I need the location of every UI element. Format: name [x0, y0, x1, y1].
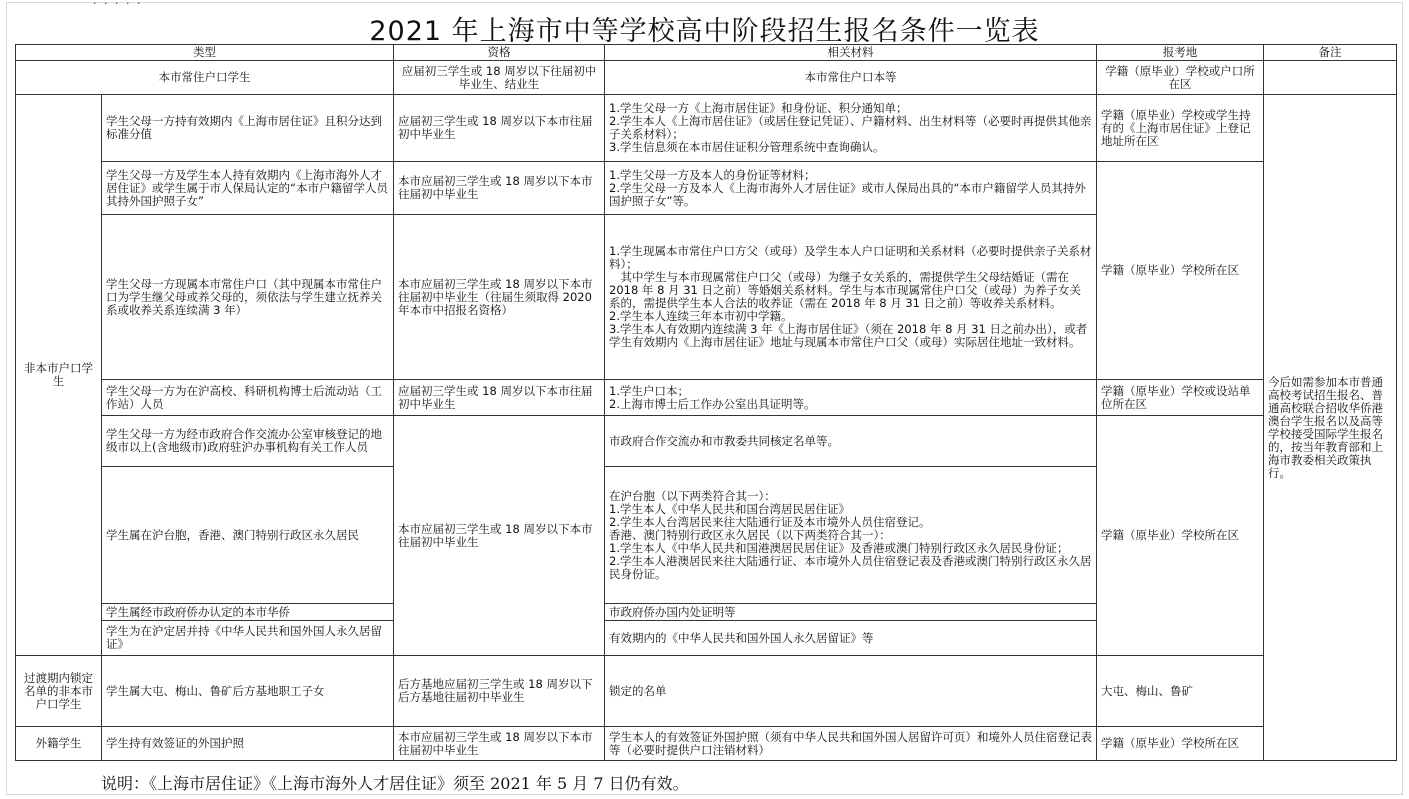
nonlocal-qual-2: 本市应届初三学生或 18 周岁以下本市往届初中毕业生: [394, 162, 605, 215]
requirements-table: [15, 44, 1397, 761]
nonlocal-material-8: [605, 621, 1097, 656]
nonlocal-material-6: [605, 467, 1097, 604]
table-row-local: [16, 61, 1397, 95]
nonlocal-cond-6: 学生属在沪台胞，香港、澳门特别行政区永久居民: [102, 467, 394, 604]
material-line: 2.学生本人连续三年本市初中学籍。: [609, 309, 793, 323]
nonlocal-cond-8: 学生为在沪定居并持《中华人民共和国外国人永久居留证》: [102, 621, 394, 656]
material-line: 市政府侨办国内处证明等: [609, 604, 736, 619]
material-line: 1.学生现属本市常住户口方父（或母）及学生本人户口证明和关系材料（必要时提供亲子关系材料）；: [609, 244, 1092, 271]
transition-qual: 后方基地应届初三学生或 18 周岁以下后方基地往届初中毕业生: [394, 656, 605, 727]
header-mark: · · · · ·: [93, 0, 143, 10]
material-line: 1.学生本人《中华人民共和国港澳居民居住证》及香港或澳门特别行政区永久居民身份证；: [609, 540, 1069, 555]
table-row: [16, 95, 1397, 162]
table-row: [16, 380, 1397, 416]
nonlocal-material-1: [605, 95, 1097, 162]
nonlocal-place-1: 学籍（原毕业）学校或学生持有的《上海市居住证》上登记地址所在区: [1097, 95, 1264, 162]
nonlocal-cond-2: 学生父母一方及学生本人持有效期内《上海市海外人才居住证》或学生属于市人保局认定的“本市户籍留学人员其持外国护照子女”: [102, 162, 394, 215]
nonlocal-shared-qual: 本市应届初三学生或 18 周岁以下本市往届初中毕业生: [394, 416, 605, 656]
material-line: 1.学生父母一方及本人的身份证等材料；: [609, 167, 816, 182]
nonlocal-cond-7: 学生属经市政府侨办认定的本市华侨: [102, 604, 394, 621]
footnote: 说明：《上海市居住证》《上海市海外人才居住证》须至 2021 年 5 月 7 日仍有效。: [101, 774, 689, 793]
nonlocal-group-label: 非本市户口学生: [16, 95, 102, 656]
col-header-qual: 资格: [394, 45, 605, 61]
material-line: 1.学生父母一方《上海市居住证》和身份证、积分通知单；: [609, 101, 908, 115]
nonlocal-material-5: [605, 416, 1097, 467]
nonlocal-cond-3: 学生父母一方现属本市常住户口（其中现属本市常住户口为学生继父母或养父母的，须依法与学生建立抚养关系或收养关系连续满 3 年）: [102, 215, 394, 380]
transition-place: 大屯、梅山、鲁矿: [1097, 656, 1264, 727]
col-header-type: 类型: [16, 45, 394, 61]
material-line: 3.学生本人有效期内连续满 3 年《上海市居住证》（须在 2018 年 8 月 31 日之前办出），或者学生有效期内《上海市居住证》地址与现属本市常住户口父（或母）实际居住地址一致材料。: [609, 322, 1088, 349]
nonlocal-shared-place: 学籍（原毕业）学校所在区: [1097, 416, 1264, 656]
nonlocal-material-3: [605, 215, 1097, 380]
nonlocal-place-4: 学籍（原毕业）学校或设站单位所在区: [1097, 380, 1264, 416]
transition-type: 过渡期内锁定名单的非本市户口学生: [16, 656, 102, 727]
nonlocal-cond-4: 学生父母一方为在沪高校、科研机构博士后流动站（工作站）人员: [102, 380, 394, 416]
material-line: 其中学生与本市现属常住户口父（或母）为继子女关系的，需提供学生父母结婚证（需在 2018 年 8 月 31 日之前）等婚姻关系材料。学生与本市现属常住户口父（或母）为养子女关系的，需提供学生本人合法的收养证（需在 2018 年 8 月 31 日之前）等收养关系材料。: [609, 270, 1081, 310]
material-line: 2.上海市博士后工作办公室出具证明等。: [609, 396, 816, 411]
foreign-place: 学籍（原毕业）学校所在区: [1097, 727, 1264, 761]
nonlocal-place-2-3: 学籍（原毕业）学校所在区: [1097, 162, 1264, 380]
material-line: 2.学生本人台湾居民来往大陆通行证及本市境外人员住宿登记。: [609, 514, 931, 529]
page-title: 2021 年上海市中等学校高中阶段招生报名条件一览表: [369, 16, 1040, 47]
nonlocal-material-7: [605, 604, 1097, 621]
col-header-remark: 备注: [1264, 45, 1397, 61]
transition-material: 锁定的名单: [605, 656, 1097, 727]
table-row: [16, 162, 1397, 215]
col-header-material: 相关材料: [605, 45, 1097, 61]
material-line: 1.学生本人《中华人民共和国台湾居民居住证》: [609, 501, 850, 516]
nonlocal-qual-1: 应届初三学生或 18 周岁以下本市往届初中毕业生: [394, 95, 605, 162]
material-line: 2.学生本人《上海市居住证》（或居住登记凭证）、户籍材料、出生材料等（必要时再提供其他亲子关系材料）；: [609, 114, 1092, 141]
material-line: 有效期内的《中华人民共和国外国人永久居留证》等: [609, 630, 874, 645]
table-row-foreign: [16, 727, 1397, 761]
nonlocal-material-2: [605, 162, 1097, 215]
local-material: 本市常住户口本等: [605, 61, 1097, 95]
nonlocal-cond-1: 学生父母一方持有效期内《上海市居住证》且积分达到标准分值: [102, 95, 394, 162]
nonlocal-qual-4: 应届初三学生或 18 周岁以下本市往届初中毕业生: [394, 380, 605, 416]
material-line: 2.学生父母一方及本人《上海市海外人才居住证》或市人保局出具的“本市户籍留学人员其持外国护照子女”等。: [609, 180, 1086, 208]
nonlocal-cond-5: 学生父母一方为经市政府合作交流办公室审核登记的地级市以上(含地级市)政府驻沪办事机构有关工作人员: [102, 416, 394, 467]
material-line: 1.学生户口本；: [609, 383, 689, 398]
material-line: 市政府合作交流办和市教委共同核定名单等。: [609, 433, 839, 448]
material-line: 在沪台胞（以下两类符合其一）：: [609, 488, 776, 503]
material-line: 香港、澳门特别行政区永久居民（以下两类符合其一）：: [609, 527, 891, 542]
material-line: 3.学生信息须在本市居住证积分管理系统中查询确认。: [609, 140, 885, 154]
nonlocal-qual-3: 本市应届初三学生或 18 周岁以下本市往届初中毕业生（往届生须取得 2020 年本市中招报名资格）: [394, 215, 605, 380]
local-place: 学籍（原毕业）学校或户口所在区: [1097, 61, 1264, 95]
foreign-type: 外籍学生: [16, 727, 102, 761]
foreign-qual: 本市应届初三学生或 18 周岁以下本市往届初中毕业生: [394, 727, 605, 761]
nonlocal-material-4: [605, 380, 1097, 416]
table-header-row: [16, 45, 1397, 61]
transition-cond: 学生属大屯、梅山、鲁矿后方基地职工子女: [102, 656, 394, 727]
remark-cell: 今后如需参加本市普通高校考试招生报名、普通高校联合招收华侨港澳台学生报名以及高等学校接受国际学生报名的，按当年教育部和上海市教委相关政策执行。: [1264, 95, 1397, 761]
table-row: [16, 416, 1397, 467]
col-header-place: 报考地: [1097, 45, 1264, 61]
document-page: [6, 2, 1403, 795]
table-row-transition: [16, 656, 1397, 727]
material-line: 2.学生本人港澳居民来往大陆通行证、本市境外人员住宿登记表及香港或澳门特别行政区永久居民身份证。: [609, 553, 1092, 581]
foreign-material: 学生本人的有效签证外国护照（须有中华人民共和国外国人居留许可页）和境外人员住宿登记表等（必要时提供户口注销材料）: [605, 727, 1097, 761]
local-remark-empty: [1264, 61, 1397, 95]
local-type: 本市常住户口学生: [16, 61, 394, 95]
local-qual: 应届初三学生或 18 周岁以下往届初中毕业生、结业生: [394, 61, 605, 95]
foreign-cond: 学生持有效签证的外国护照: [102, 727, 394, 761]
